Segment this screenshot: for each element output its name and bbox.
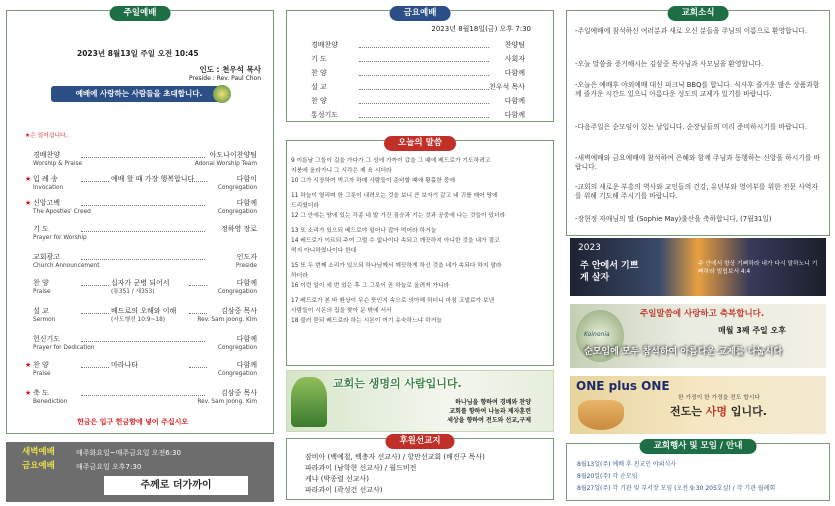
- news-item: -오늘은 예배후 야외예배 대신 피크닉 BBQ를 합니다. 식사후 즐거운 많은 상품과함께 즐거운 시간도 있으니 아름다운 성도의 교제가 있기를 바랍니다.: [575, 81, 820, 98]
- order-item-title: 찬 양: [33, 279, 49, 287]
- order-item-title: 교회광고: [33, 253, 61, 261]
- order-item-en: Prayer for Worship: [33, 235, 87, 241]
- offering-note: 헌금은 입구 헌금함에 넣어 주십시오: [77, 418, 189, 426]
- leader-dots: [359, 89, 489, 90]
- welcome-banner: [51, 86, 227, 102]
- news-item: -다음주일은 순모임이 있는 날입니다. 순장님들의 미리 준비하시기를 바랍니다.: [575, 123, 808, 131]
- news-item: -주일예배에 참석하신 여러분과 새로 오신 분들을 주님의 이름으로 환영합니다.: [575, 27, 808, 35]
- order-item-leader: 다함께: [236, 279, 257, 287]
- dawn-worship-box: [6, 442, 274, 502]
- order-item-detail: 베드로의 오해와 이해: [111, 307, 177, 315]
- scripture-title: 오늘의 말씀: [384, 136, 456, 151]
- order-item-leader: 다함께: [236, 335, 257, 343]
- friday-item-leader: 사회자: [504, 55, 525, 63]
- order-item-leader-en: Rev. Sam Joong. Kim: [197, 399, 257, 405]
- friday-item-leader: 천우석 목사: [488, 83, 525, 91]
- order-item-title: 헌신기도: [33, 335, 61, 343]
- order-item-leader-en: Congregation: [217, 345, 257, 351]
- mission-line: 케냐 (박종렬 선교사): [305, 475, 370, 483]
- leader-dots: [81, 181, 109, 182]
- scripture-line: 14 베드로가 이르되 주여 그럴 수 없나이다 속되고 깨끗하지 아니한 것을 내가 결코: [291, 238, 500, 244]
- order-item-en: Worship & Praise: [33, 161, 83, 167]
- friday-item-title: 찬 양: [311, 69, 327, 77]
- event-item: 8월13일(주) 예배 후 친교인 야외식사: [577, 461, 677, 468]
- joy-verse: 주 안에서 항상 기뻐하라 내가 다시 말하노니 기뻐하라 빌립보서 4:4: [698, 261, 818, 275]
- mission-line: 잠비아 (백예철, 백충자 선교사) / 항만선교회 (배진구 목사): [305, 453, 485, 461]
- order-item-en: Church Announcement: [33, 263, 100, 269]
- koinonia-slogan: 순모임에 모두 참석하여 아름다운 교제를 나눕시다: [584, 347, 783, 357]
- friday-item-leader: 다함께: [504, 111, 525, 119]
- order-item-leader: 다함이: [236, 175, 257, 183]
- leader-dots: [189, 313, 207, 314]
- hands-icon: [578, 400, 624, 430]
- order-item-leader-en: Preside: [235, 263, 257, 269]
- one-plus-one: ONE plus ONE: [576, 379, 670, 393]
- mission-line: 파라과이 (남학현 선교사) / 월드비전: [305, 464, 417, 472]
- order-item-title: 기 도: [33, 225, 49, 233]
- leader-dots: [81, 205, 205, 206]
- leader-dots: [81, 367, 109, 368]
- missions-title: 후원선교지: [385, 434, 454, 449]
- order-item-title: 설 교: [33, 307, 49, 315]
- koinonia-time: 매월 3째 주일 오후: [718, 326, 787, 335]
- news-item: -장현정 자매님의 딸 (Sophie May)출산을 축하합니다, (7월31일): [575, 215, 772, 223]
- order-item-leader-en: Congregation: [217, 371, 257, 377]
- order-item-leader: 아도나이찬양팀: [209, 151, 257, 159]
- order-item-title: 입 례 송: [33, 175, 58, 183]
- sunday-datetime: 2023년 8월13일 주일 오전 10:45: [77, 49, 199, 58]
- sunday-worship-box: [6, 10, 274, 434]
- order-item-en: Prayer for Dedication: [33, 345, 95, 351]
- order-item-detail: 마라나타: [111, 361, 139, 369]
- dawn-time: 매주화요일~매주금요일 오전6:30: [76, 449, 181, 457]
- order-item-en: Praise: [33, 289, 51, 295]
- scripture-line: 하더라: [291, 273, 308, 279]
- stand-star-icon: ★: [25, 389, 32, 397]
- order-item-leader-en: Congregation: [217, 289, 257, 295]
- order-item-leader: 김삼중 목사: [220, 307, 257, 315]
- joy-year: 2023: [578, 243, 601, 253]
- scripture-line: 17 베드로가 본 바 환상이 무슨 뜻인지 속으로 의아해 하더니 마침 고넬료가 보낸: [291, 298, 495, 304]
- koinonia-brand: Koinonia: [584, 331, 610, 338]
- evangelism-small: 한 가정이 한 가정을 전도 합시다: [678, 395, 761, 401]
- flower-icon: [213, 85, 231, 103]
- order-item-detail: 십자가 군병 되어서: [111, 279, 170, 287]
- leader-dots: [189, 285, 207, 286]
- order-item-leader-en: Congregation: [217, 209, 257, 215]
- order-item-leader-en: Congregation: [217, 185, 257, 191]
- leader-dots: [81, 285, 109, 286]
- koinonia-banner: [570, 304, 826, 368]
- friday-item-title: 설 교: [311, 83, 327, 91]
- dawn-slogan: 주께로 더가까이: [104, 476, 248, 495]
- scripture-line: 드리웠더라: [291, 203, 319, 209]
- church-life-title: 교회는 생명의 사람입니다.: [333, 377, 462, 390]
- news-item: -교회의 새로운 부흥의 역사와 교인들의 건강, 유년부와 영어부를 위한 전문 사역자를 위해 기도해 주시기를 바랍니다.: [575, 183, 818, 200]
- leader-dots: [81, 341, 205, 342]
- order-item-detail: 예배 할 때 가장 행복합니다: [111, 175, 195, 183]
- friday-item-leader: 찬양팀: [504, 41, 525, 49]
- scripture-line: 10 그가 시장하여 먹고자 하매 사람들이 준비할 때에 황홀한 중에: [291, 178, 455, 184]
- order-item-leader: 김삼중 목사: [220, 389, 257, 397]
- event-item: 8월27일(주) 각 기관 및 부서장 모임 (오전 9:30 205호실) / 각 기관 월례회: [577, 485, 776, 492]
- friday-item-title: 통성기도: [311, 111, 339, 119]
- friday-item-title: 기 도: [311, 55, 327, 63]
- scripture-line: 지붕에 올라가니 그 시각은 제 육 시더라: [291, 168, 392, 174]
- order-item-en: The Apostles' Creed: [33, 209, 91, 215]
- leader-dots: [359, 103, 489, 104]
- friday-datetime: 2023년 8월18일(금) 오후 7:30: [431, 25, 531, 33]
- joy-main: 주 안에서 기쁘게 살자: [580, 261, 639, 283]
- friday-worship-box: [286, 10, 554, 122]
- church-life-line1: 하나님을 향하여 경배와 찬양: [455, 399, 531, 406]
- order-item-en: Invocation: [33, 185, 64, 191]
- joy-banner: [570, 238, 826, 296]
- order-item-title: 축 도: [33, 389, 49, 397]
- sunday-preside-ko: 인도 : 천우석 목사: [199, 65, 261, 74]
- news-item: -오늘 말씀을 증거해시는 김삼중 목사님과 사모님을 환영합니다.: [575, 60, 764, 68]
- news-title: 교회소식: [668, 6, 729, 21]
- dawn-label: 새벽예배: [22, 447, 55, 457]
- stand-star-icon: ★: [25, 199, 32, 207]
- news-item: -새벽예배와 금요예배에 참석하여 은혜와 함께 주님과 동행하는 신앙을 하시기를 바랍니다.: [575, 154, 821, 171]
- church-life-line2: 교회를 향하여 나눔과 제자훈련: [449, 408, 531, 415]
- sunday-title: 주일예배: [110, 6, 171, 21]
- order-item-en: Praise: [33, 371, 51, 377]
- leader-dots: [81, 231, 205, 232]
- order-item-leader: 정하영 장로: [220, 225, 257, 233]
- order-item-title: 신앙고백: [33, 199, 61, 207]
- scripture-line: 15 또 두 번째 소리가 있으되 하나님께서 깨끗하게 하신 것을 네가 속되다 하지 말라: [291, 263, 502, 269]
- news-box: [566, 10, 830, 236]
- leader-dots: [359, 75, 489, 76]
- evangelism-slogan: 전도는 사명 입니다.: [670, 405, 767, 418]
- events-box: [566, 443, 830, 501]
- stand-star-icon: ★: [25, 361, 32, 369]
- order-item-ref: (통351 / 새353): [111, 289, 155, 295]
- koinonia-title: 주일말씀에 사랑하고 축복합니다.: [640, 309, 765, 319]
- church-life-line3: 세상을 향하여 전도와 선교,구제: [447, 417, 531, 424]
- mission-line: 파라과이 (곽성건 선교사): [305, 486, 383, 494]
- friday-label: 금요예배: [22, 461, 55, 471]
- order-item-leader: 인도자: [236, 253, 257, 261]
- order-item-leader-en: Rev. Sam Joong. Kim: [197, 317, 257, 323]
- friday-item-title: 찬 양: [311, 97, 327, 105]
- leader-dots: [81, 395, 205, 396]
- church-life-banner: [286, 370, 554, 432]
- friday-item-leader: 다함께: [504, 69, 525, 77]
- leader-dots: [81, 313, 109, 314]
- hands-icon: [291, 377, 327, 427]
- leader-dots: [81, 157, 205, 158]
- scripture-line: 18 불러 묻되 베드로라 하는 시몬이 여기 유숙하느냐 하거늘: [291, 318, 442, 324]
- friday-time: 매주금요일 오후7:30: [76, 463, 142, 471]
- scripture-line: 13 또 소리가 있으되 베드로야 일어나 잡아 먹어라 하거늘: [291, 228, 437, 234]
- events-title: 교회행사 및 모임 / 안내: [640, 439, 757, 454]
- missions-box: [286, 438, 554, 500]
- order-item-leader: 다함께: [236, 199, 257, 207]
- scripture-line: 사람들이 시몬의 집을 찾아 문 밖에 서서: [291, 308, 392, 314]
- order-item-title: 경배찬양: [33, 151, 61, 159]
- order-item-en: Sermon: [33, 317, 56, 323]
- welcome-text: 예배에 사랑하는 사람들을 초대합니다.: [75, 89, 203, 98]
- leader-dots: [189, 181, 207, 182]
- scripture-line: 12 그 안에는 땅에 있는 각종 네 발 가진 짐승과 기는 것과 공중에 나는 것들이 있더라: [291, 213, 506, 219]
- order-item-ref: (사도행전 10:9~18): [111, 317, 166, 323]
- scripture-line: 9 이튿날 그들이 길을 가다가 그 성에 가까이 갔을 그 때에 베드로가 기도하려고: [291, 158, 491, 164]
- stand-star-icon: ★: [25, 175, 32, 183]
- leader-dots: [359, 61, 489, 62]
- order-item-leader-en: Adonai Worship Team: [194, 161, 257, 167]
- sunday-preside-en: Preside : Rev. Paul Chon: [188, 75, 261, 82]
- friday-item-title: 경배찬양: [311, 41, 339, 49]
- stand-note: ★은 일어섭니다.: [25, 133, 68, 139]
- order-item-title: 찬 양: [33, 361, 49, 369]
- scripture-line: 11 하늘이 열리며 한 그릇이 내려오는 것을 보니 큰 보자기 같고 네 귀를 매어 땅에: [291, 193, 498, 199]
- scripture-line: 16 이런 일이 세 번 있은 후 그 그릇이 곧 하늘로 올려져 가니라: [291, 283, 450, 289]
- event-item: 8월20일(주) 각 순모임: [577, 473, 638, 480]
- leader-dots: [359, 117, 489, 118]
- leader-dots: [359, 47, 489, 48]
- scripture-box: [286, 140, 554, 366]
- leader-dots: [189, 367, 207, 368]
- friday-item-leader: 다함께: [504, 97, 525, 105]
- leader-dots: [81, 259, 205, 260]
- order-item-en: Benediction: [33, 399, 68, 405]
- friday-title: 금요예배: [390, 6, 451, 21]
- evangelism-banner: [570, 376, 826, 434]
- order-item-leader: 다함께: [236, 361, 257, 369]
- scripture-line: 먹지 아니하였나이다 한대: [291, 248, 357, 254]
